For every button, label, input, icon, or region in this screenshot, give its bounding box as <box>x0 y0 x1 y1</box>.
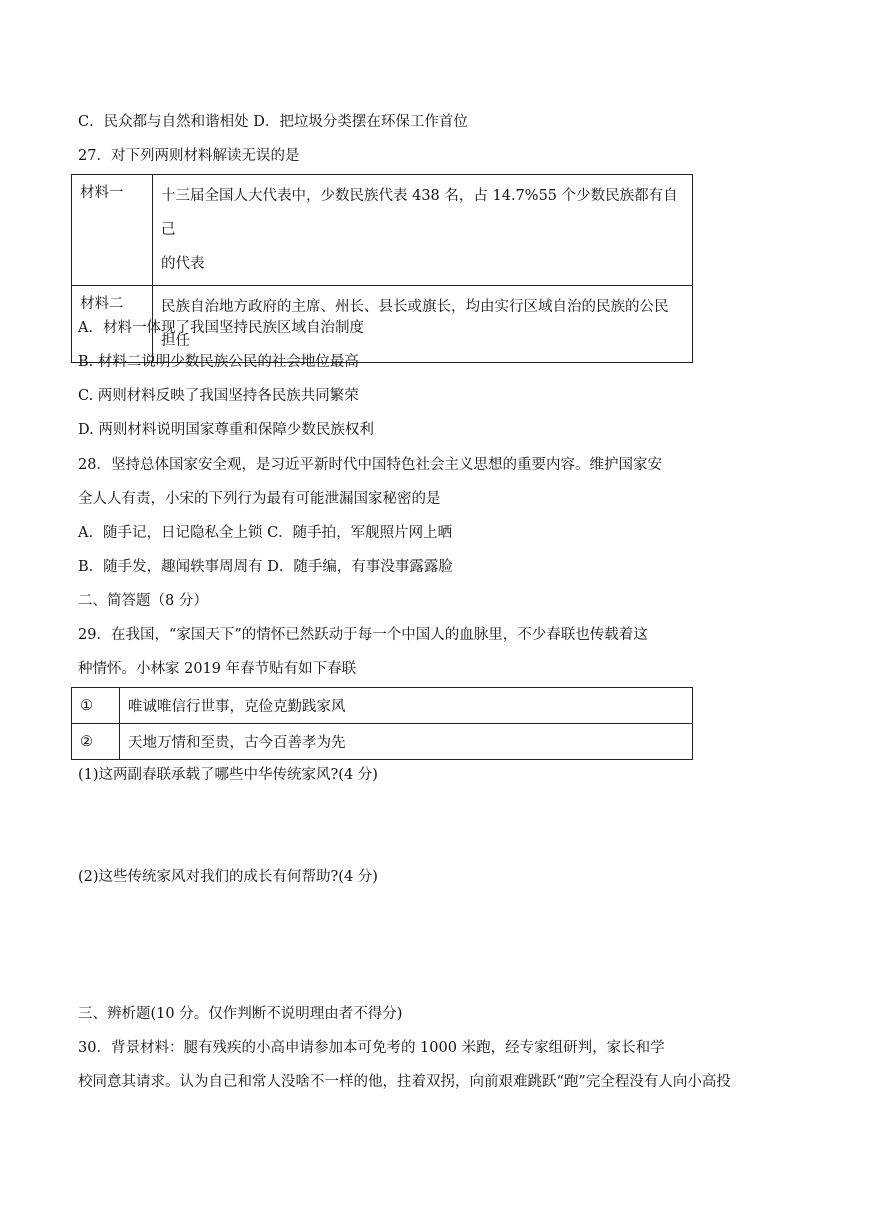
couplet-text: 天地万情和至贵，古今百善孝为先 <box>120 724 693 760</box>
q27-option-d: D. 两则材料说明国家尊重和保障少数民族权利 <box>78 422 374 438</box>
q27-option-a: A．材料一体现了我国坚持民族区域自治制度 <box>78 320 364 336</box>
q30-line2: 校同意其请求。认为自己和常人没啥不一样的他，拄着双拐，向前艰难跳跃“跑”完全程没有人向小高投 <box>78 1074 731 1090</box>
q27-option-c: C. 两则材料反映了我国坚持各民族共同繁荣 <box>78 388 359 404</box>
material-text-line: 民族自治地方政府的主席、州长、县长或旗长，均由实行区域自治的民族的公民 <box>161 299 669 315</box>
table-row <box>72 688 693 724</box>
couplet-number: ① <box>72 688 120 724</box>
table-row <box>72 175 693 286</box>
couplet-number: ② <box>72 724 120 760</box>
table-row <box>72 724 693 760</box>
material-text-line: 的代表 <box>161 256 205 272</box>
q28-stem-line2: 全人人有责，小宋的下列行为最有可能泄漏国家秘密的是 <box>78 491 441 507</box>
section3-title: 三、辨析题(10 分。仅作判断不说明理由者不得分) <box>78 1006 403 1022</box>
section2-title: 二、简答题（8 分） <box>78 593 208 609</box>
q29-sub1: (1)这两副春联承载了哪些中华传统家风?(4 分) <box>78 767 378 783</box>
material-label: 材料一 <box>72 175 153 286</box>
q28-option-bd: B．随手发，趣闻轶事周周有 D．随手编，有事没事露露脸 <box>78 559 453 575</box>
q28-stem-line1: 28．坚持总体国家安全观，是习近平新时代中国特色社会主义思想的重要内容。维护国家安 <box>78 457 662 473</box>
material-label: 材料二 <box>72 286 153 363</box>
q27-stem: 27．对下列两则材料解读无误的是 <box>78 148 300 164</box>
material-text <box>153 175 693 286</box>
q27-option-b: B. 材料二说明少数民族公民的社会地位最高 <box>78 354 359 370</box>
couplet-text: 唯诚唯信行世事，克俭克勤践家风 <box>120 688 693 724</box>
q29-stem-line1: 29．在我国，“家国天下”的情怀已然跃动于每一个中国人的血脉里，不少春联也传载着这 <box>78 627 648 643</box>
q30-line1: 30．背景材料：腿有残疾的小高申请参加本可免考的 1000 米跑，经专家组研判，家长和学 <box>78 1040 665 1056</box>
q26-option-cd: C．民众都与自然和谐相处 D．把垃圾分类摆在环保工作首位 <box>78 114 468 130</box>
material-text-line: 十三届全国人大代表中，少数民族代表 438 名，占 14.7%55 个少数民族都有自己 <box>161 188 678 238</box>
q29-couplets-table <box>71 687 693 760</box>
q29-stem-line2: 种情怀。小林家 2019 年春节贴有如下春联 <box>78 661 357 677</box>
material-text-line: 担任 <box>161 333 190 349</box>
q29-sub2: (2)这些传统家风对我们的成长有何帮助?(4 分) <box>78 869 378 885</box>
q28-option-ac: A．随手记，日记隐私全上锁 C．随手拍，军舰照片网上晒 <box>78 525 453 541</box>
